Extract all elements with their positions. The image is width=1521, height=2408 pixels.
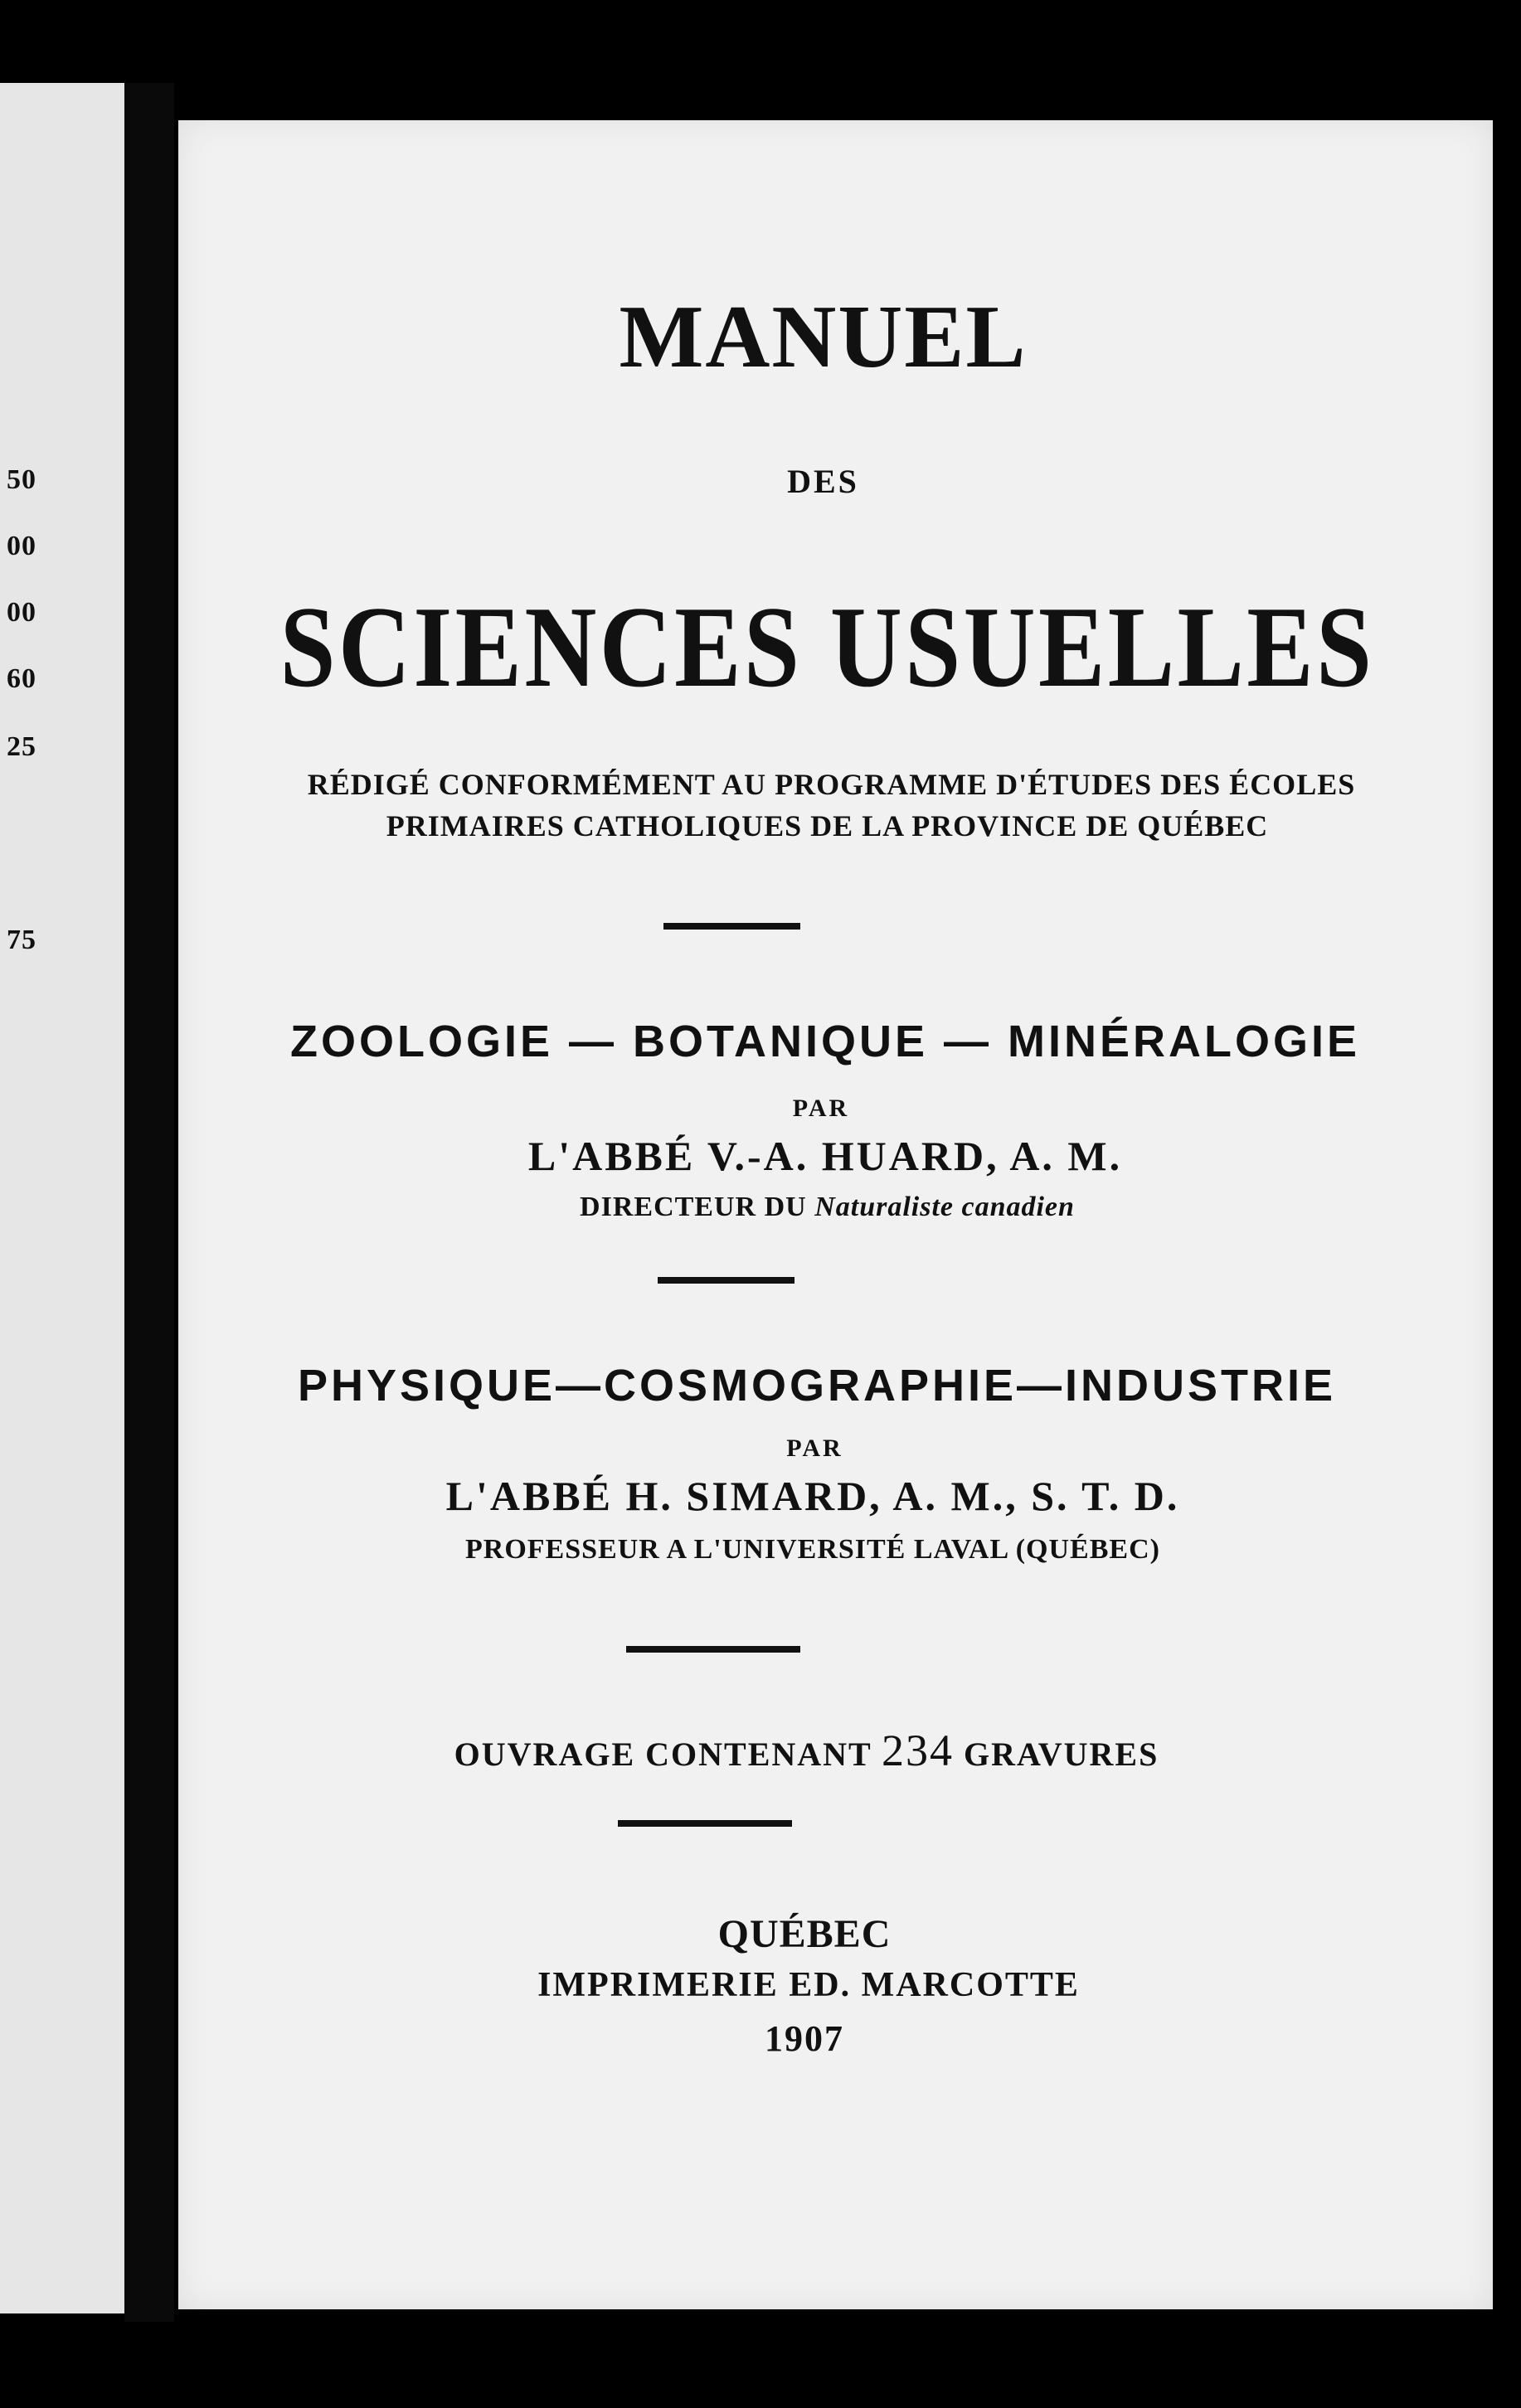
divider-rule [626,1646,800,1653]
engravings-text-after: GRAVURES [964,1736,1159,1773]
section-author: L'ABBÉ H. SIMARD, A. M., S. T. D. [445,1473,1180,1519]
left-page-strip [0,83,128,2313]
page-title: SCIENCES USUELLES [279,583,1375,711]
divider-rule [618,1820,792,1827]
author-role-journal: Naturaliste canadien [814,1192,1075,1222]
section-by-label: PAR [792,1095,850,1122]
imprint-printer: IMPRIMERIE ED. MARCOTTE [537,1966,1080,2004]
margin-number: 00 [7,531,36,561]
section-author-role [133,1534,1493,1566]
title-manuel: MANUEL [619,288,1028,386]
section-by-label: PAR [786,1435,843,1462]
engravings-statement [120,1725,1493,1776]
margin-number: 50 [7,464,36,495]
divider-rule [658,1277,795,1284]
section-title-physical-sciences: PHYSIQUE—COSMOGRAPHIE—INDUSTRIE [297,1361,1337,1410]
imprint-city: QUÉBEC [717,1912,892,1956]
section-author: L'ABBÉ V.-A. HUARD, A. M. [527,1133,1123,1179]
section-author-role [162,1192,1493,1223]
subtitle-line-1: RÉDIGÉ CONFORMÉMENT AU PROGRAMME D'ÉTUDES DES ÉCOLES [307,768,1356,801]
subtitle-line-2: PRIMAIRES CATHOLIQUES DE LA PROVINCE DE QUÉBEC [386,809,1269,842]
margin-number: 60 [7,663,36,694]
title-page [178,120,1493,2309]
title-des: DES [787,463,859,500]
section-title-natural-sciences: ZOOLOGIE — BOTANIQUE — MINÉRALOGIE [289,1017,1360,1066]
margin-number: 75 [7,925,36,955]
author-role-text: PROFESSEUR A L'UNIVERSITÉ LAVAL (QUÉBEC) [465,1534,1160,1565]
margin-number: 25 [7,731,36,762]
engravings-text-before: OUVRAGE CONTENANT [454,1736,872,1773]
engravings-count: 234 [882,1726,954,1775]
divider-rule [663,923,800,930]
imprint-year: 1907 [765,2018,844,2059]
margin-number: 00 [7,597,36,628]
author-role-text: DIRECTEUR DU [580,1192,807,1222]
